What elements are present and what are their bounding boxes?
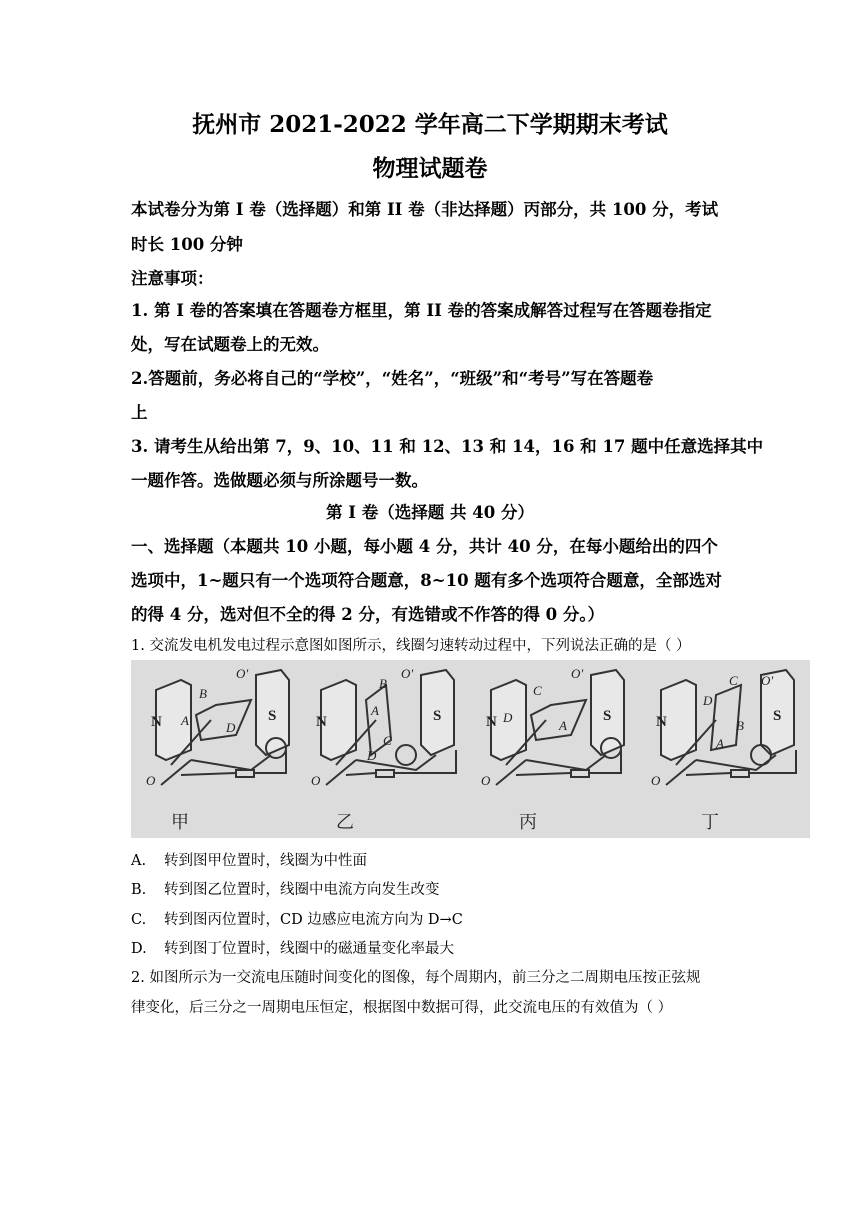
part-heading-line-3: 的得 4 分，选对但不全的得 2 分，有选错或不作答的得 0 分。） xyxy=(131,605,605,624)
notice-2-line-1: 2.答题前，务必将自己的“学校”，“姓名”，“班级”和“考号”写在答题卷 xyxy=(131,369,654,388)
q1-option-c-label: C. xyxy=(131,912,147,928)
figure-label-ding: 丁 xyxy=(701,812,719,832)
panel-yi-N: N xyxy=(316,714,327,730)
q1-option-c[interactable] xyxy=(131,908,463,929)
q1-option-d[interactable] xyxy=(131,937,454,958)
exam-title: 抚州市 2021-2022 学年高二下学期期末考试 xyxy=(192,111,668,138)
panel-ding-S: S xyxy=(773,708,782,724)
panel-jia xyxy=(156,670,289,785)
panel-bing-D: D xyxy=(503,710,513,725)
q1-option-b-text: 转到图乙位置时，线圈中电流方向发生改变 xyxy=(164,882,440,898)
notice-1-line-2: 处，写在试题卷上的无效。 xyxy=(131,335,329,354)
q1-option-c-text: 转到图丙位置时，CD 边感应电流方向为 D→C xyxy=(164,912,463,928)
panel-jia-B: B xyxy=(199,686,207,701)
figure-label-yi: 乙 xyxy=(336,812,354,832)
panel-jia-A: A xyxy=(181,713,189,728)
panel-jia-N: N xyxy=(151,714,162,730)
q1-stem: 1. 交流发电机发电过程示意图如图所示，线圈匀速转动过程中，下列说法正确的是（ ） xyxy=(131,638,691,654)
notice-heading: 注意事项： xyxy=(131,269,214,288)
panel-ding-N: N xyxy=(656,714,667,730)
notice-1-line-1: 1. 第 I 卷的答案填在答题卷方框里，第 II 卷的答案成解答过程写在答题卷指定 xyxy=(131,301,712,320)
panel-jia-O: O xyxy=(146,773,156,788)
intro-line-1: 本试卷分为第 I 卷（选择题）和第 II 卷（非达择题）丙部分，共 100 分，考试 xyxy=(131,200,719,219)
q1-generator-figure xyxy=(131,660,810,838)
notice-2-line-2: 上 xyxy=(131,403,148,422)
panel-bing-C: C xyxy=(533,683,542,698)
panel-bing-O: O xyxy=(481,773,491,788)
panel-yi-S: S xyxy=(433,708,442,724)
q1-option-b-label: B. xyxy=(131,882,147,898)
panel-jia-D: D xyxy=(226,720,236,735)
q2-stem-line-1: 2. 如图所示为一交流电压随时间变化的图像，每个周期内，前三分之二周期电压按正弦规 xyxy=(131,970,701,986)
intro-line-2: 时长 100 分钟 xyxy=(131,235,243,254)
panel-jia-S: S xyxy=(268,708,277,724)
q1-option-a-text: 转到图甲位置时，线圈为中性面 xyxy=(164,853,367,869)
q2-stem-line-2: 律变化，后三分之一周期电压恒定，根据图中数据可得，此交流电压的有效值为（ ） xyxy=(131,1000,673,1016)
part-heading-line-1: 一、选择题（本题共 10 小题，每小题 4 分，共计 40 分，在每小题给出的四个 xyxy=(131,537,718,556)
panel-yi-B: B xyxy=(379,676,387,691)
panel-bing-N: N xyxy=(486,714,497,730)
panel-ding-B: B xyxy=(736,718,744,733)
panel-ding-O: O xyxy=(651,773,661,788)
panel-ding-A: A xyxy=(716,736,724,751)
panel-yi-D: D xyxy=(367,748,377,763)
figure-label-jia: 甲 xyxy=(171,812,189,832)
q1-option-d-text: 转到图丁位置时，线圈中的磁通量变化率最大 xyxy=(164,941,454,957)
q1-option-a-label: A. xyxy=(131,853,147,869)
panel-yi-O: O xyxy=(311,773,321,788)
notice-3-line-1: 3. 请考生从给出第 7，9、10、11 和 12、13 和 14，16 和 17 题中任意选择其中 xyxy=(131,437,764,456)
q1-option-a[interactable] xyxy=(131,849,367,870)
figure-label-bing: 丙 xyxy=(519,812,537,832)
section-title: 第 I 卷（选择题 共 40 分） xyxy=(326,503,534,522)
q1-option-d-label: D. xyxy=(131,941,147,957)
panel-ding-Op: O' xyxy=(761,673,774,688)
part-heading-line-2: 选项中，1~题只有一个选项符合题意，8~10 题有多个选项符合题意，全部选对 xyxy=(131,571,722,590)
q1-option-b[interactable] xyxy=(131,878,440,899)
panel-yi xyxy=(321,670,456,785)
panel-yi-C: C xyxy=(383,733,392,748)
panel-bing xyxy=(491,670,624,785)
panel-yi-A: A xyxy=(371,703,379,718)
panel-bing-A: A xyxy=(559,718,567,733)
panel-ding-D: D xyxy=(703,693,713,708)
panel-bing-Op: O' xyxy=(571,666,584,681)
exam-subtitle: 物理试题卷 xyxy=(372,155,488,182)
panel-ding-C: C xyxy=(729,673,738,688)
panel-jia-Op: O' xyxy=(236,666,249,681)
panel-bing-S: S xyxy=(603,708,612,724)
panel-yi-Op: O' xyxy=(401,666,414,681)
notice-3-line-2: 一题作答。选做题必须与所涂题号一数。 xyxy=(131,471,428,490)
